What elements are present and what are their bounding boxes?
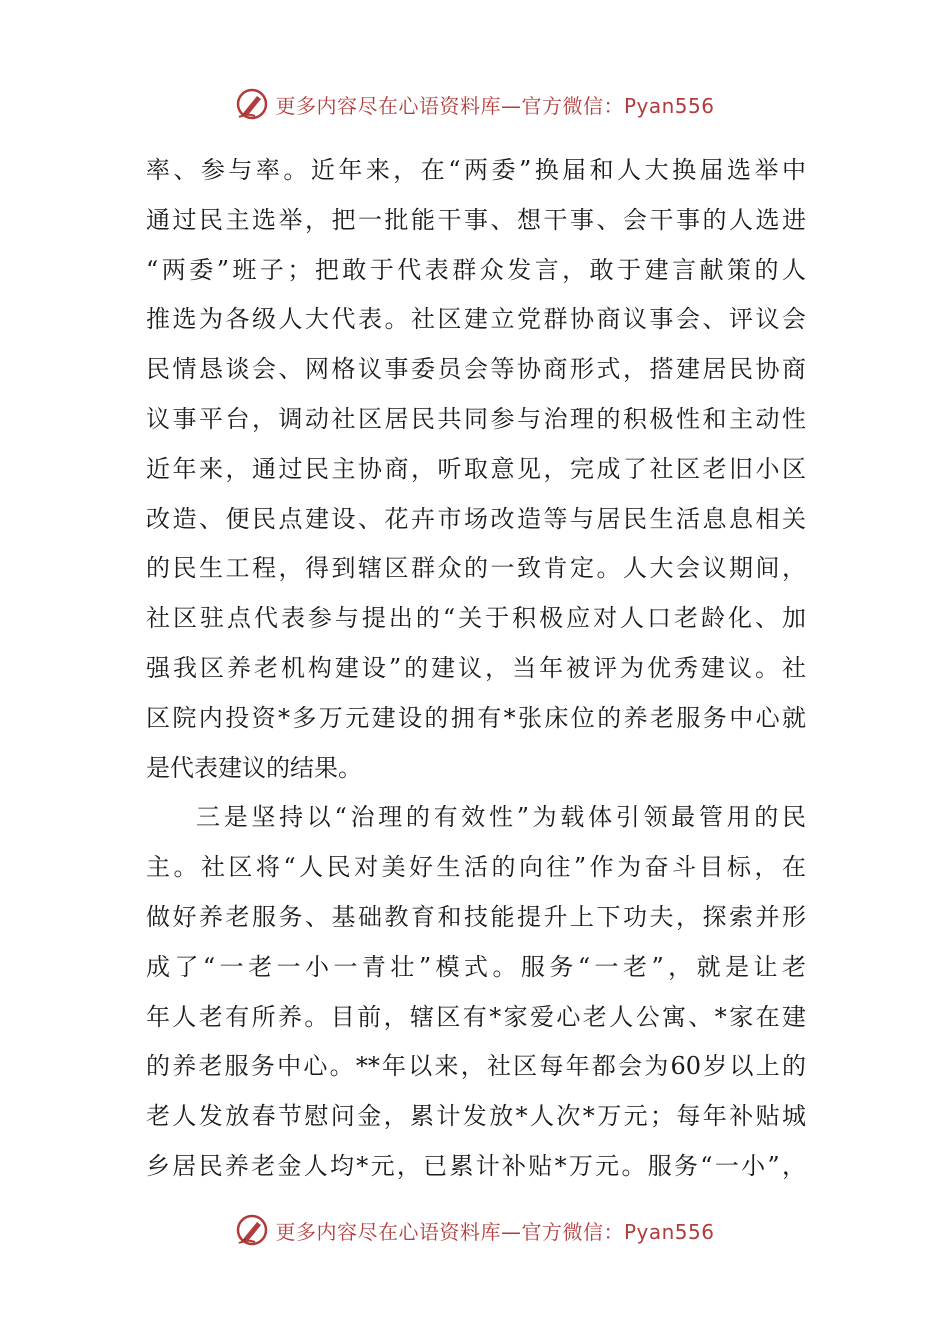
body-text-line: 区院内投资*多万元建设的拥有*张床位的养老服务中心就	[146, 703, 806, 732]
body-text-line: 率、参与率。近年来，在“两委”换届和人大换届选举中	[146, 156, 806, 184]
body-text-line: 社区驻点代表参与提出的“关于积极应对人口老龄化、加	[146, 604, 806, 633]
body-text-line: 改造、便民点建设、花卉市场改造等与居民生活息息相关	[146, 504, 806, 533]
body-text-line: 做好养老服务、基础教育和技能提升上下功夫，探索并形	[146, 902, 806, 931]
page-footer	[0, 1210, 950, 1250]
pen-logo-icon	[235, 87, 269, 121]
body-text-line: 成了“一老一小一青壮”模式。服务“一老”，就是让老	[146, 952, 806, 981]
body-text-line: 主。社区将“人民对美好生活的向往”作为奋斗目标，在	[146, 853, 806, 882]
body-text-line: 三是坚持以“治理的有效性”为载体引领最管用的民	[196, 803, 806, 832]
header-brand-text: 更多内容尽在心语资料库—官方微信：Pyan556	[275, 93, 715, 118]
body-text-line: 的养老服务中心。**年以来，社区每年都会为60岁以上的	[146, 1052, 806, 1081]
document-body	[146, 146, 806, 1192]
body-text-line: 民情恳谈会、网格议事委员会等协商形式，搭建居民协商	[146, 355, 806, 384]
body-text-line: 强我区养老机构建设”的建议，当年被评为优秀建议。社	[146, 653, 806, 682]
page-header	[0, 84, 950, 124]
footer-brand-text: 更多内容尽在心语资料库—官方微信：Pyan556	[275, 1219, 715, 1244]
body-text-line: 通过民主选举，把一批能干事、想干事、会干事的人选进	[146, 205, 806, 234]
body-text-line: 议事平台，调动社区居民共同参与治理的积极性和主动性	[146, 404, 806, 433]
body-text-line: 的民生工程，得到辖区群众的一致肯定。人大会议期间，	[146, 554, 806, 583]
body-text-line: 乡居民养老金人均*元，已累计补贴*万元。服务“一小”，	[146, 1151, 806, 1180]
body-text-line: 年人老有所养。目前，辖区有*家爱心老人公寓、*家在建	[146, 1002, 806, 1031]
body-text-line: 推选为各级人大代表。社区建立党群协商议事会、评议会	[146, 305, 806, 334]
body-text-line: 近年来，通过民主协商，听取意见，完成了社区老旧小区	[146, 454, 806, 483]
body-text-line: 老人发放春节慰问金，累计发放*人次*万元；每年补贴城	[146, 1102, 806, 1131]
body-text-line: “两委”班子；把敢于代表群众发言，敢于建言献策的人	[146, 255, 806, 284]
body-text-line: 是代表建议的结果。	[146, 753, 362, 782]
pen-logo-icon	[235, 1213, 269, 1247]
